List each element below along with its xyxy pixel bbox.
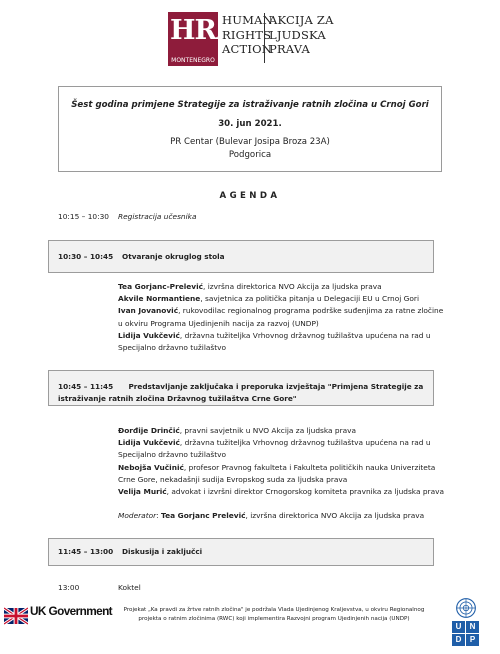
speaker: Tea Gorjanc-Prelević, izvršna direktorica NVO Akcija za ljudska prava [118,282,382,291]
logo-montenegrin-text: AKCIJA ZA LJUDSKA PRAVA [264,13,334,63]
speaker-list-presentation [118,425,448,522]
session-presentation [48,370,434,406]
session-time: 10:30 – 10:45 [58,252,114,261]
speaker: Lidija Vukčević, državna tužiteljka Vrhovnog državnog tužilaštva upućena na rad u Specijalno državno tužilaštvo [118,330,431,353]
hra-logo-box [168,12,236,66]
speaker: Velija Murić, advokat i izvršni direktor Crnogorskog komiteta pravnika za ljudska prava [118,487,444,497]
speaker: Akvile Normantiene, savjetnica za politička pitanja u Delegaciji EU u Crnoj Gori [118,294,420,304]
agenda-item-registration [58,212,196,221]
speaker: Đorđije Drinčić, pravni savjetnik u NVO Akcija za ljudska prava [118,426,357,435]
undp-logo [452,597,480,646]
event-date: 30. jun 2021. [218,119,282,129]
session-title: Otvaranje okruglog stola [122,252,225,261]
event-city: Podgorica [228,150,272,160]
logo-english-text: HUMAN RIGHTS ACTION [222,13,273,56]
agenda-item-cocktail [58,583,141,592]
un-emblem-icon [455,597,477,619]
hra-letters: HRA [170,15,236,46]
session-title: Predstavljanje zaključaka i preporuka izvještaja "Primjena Strategije za istraživanje ratnih zločina Državnog tužilaštva Crne Gore" [58,382,424,403]
footer-note: Projekat „Ka pravdi za žrtve ratnih zločina" je podržala Vlada Ujedinjenog Kraljevstva, u okviru Regionalnog projekta o ratnim zločinima (RWC) koji implementira Razvojni program Ujedinjenih nacija (UNDP) [123,607,425,622]
agenda-heading: AGENDA [219,191,281,201]
speaker: Ivan Jovanović, rukovodilac regionalnog programa podrške suđenjima za ratne zločine u okviru Programa Ujedinjenih nacija za razvoj (UNDP) [118,306,444,328]
event-venue: PR Centar (Bulevar Josipa Broza 23A) [170,137,330,147]
footer [0,600,500,654]
undp-letters: U N D P [452,621,480,646]
activity: Koktel [118,583,141,592]
session-time: 11:45 – 13:00 [58,547,114,556]
time: 10:15 – 10:30 [58,212,109,221]
session-time: 10:45 – 11:45 [58,382,114,391]
hra-subtitle: MONTENEGRO [171,57,215,64]
moderator: Moderator: Tea Gorjanc Prelević, izvršna direktorica NVO Akcija za ljudska prava [118,511,425,521]
session-discussion [48,538,434,566]
activity: Registracija učesnika [118,212,197,221]
session-title: Diskusija i zaključci [122,547,203,556]
uk-government-label: UK Government [30,604,113,618]
time: 13:00 [58,583,80,592]
speaker-list-opening [118,281,448,354]
speaker: Lidija Vukčević, državna tužiteljka Vrhovnog državnog tužilaštva upućena na rad u Specijalno državno tužilaštvo [118,438,431,460]
hra-logo [168,12,338,66]
event-header-box [58,86,442,172]
speaker: Nebojša Vučinić, profesor Pravnog fakulteta i Fakulteta političkih nauka Univerziteta Crne Gore, nekadašnji sudija Evropskog suda za ljudska prava [118,462,436,484]
session-opening [48,240,434,273]
event-title: Šest godina primjene Strategije za istraživanje ratnih zločina u Crnoj Gori [71,100,429,110]
uk-flag-icon [4,605,28,627]
